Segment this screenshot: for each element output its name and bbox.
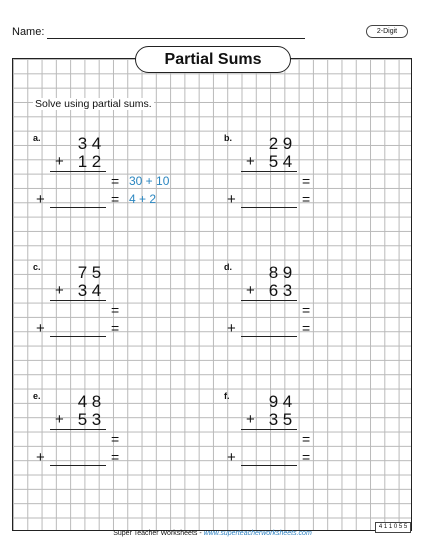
plus-sign: +	[227, 320, 236, 337]
worksheet-title: Partial Sums	[135, 46, 291, 73]
top-ones-digit: 4	[282, 392, 293, 411]
problem-label: e.	[33, 391, 41, 401]
level-badge: 2-Digit	[366, 25, 408, 38]
top-tens-digit: 2	[268, 134, 279, 153]
bottom-ones-digit: 5	[282, 410, 293, 429]
equals-sign: =	[302, 173, 311, 189]
top-ones-digit: 9	[282, 263, 293, 282]
sum-line	[50, 429, 106, 430]
plus-sign: +	[246, 282, 255, 299]
answer-line[interactable]	[50, 207, 106, 208]
partial-sum-hint-ones: 4 + 2	[129, 192, 157, 206]
partial-sum-hint-tens: 30 + 10	[129, 174, 170, 188]
sum-line	[50, 171, 106, 172]
bottom-ones-digit: 2	[91, 152, 102, 171]
answer-line[interactable]	[241, 336, 297, 337]
top-ones-digit: 9	[282, 134, 293, 153]
equals-sign: =	[111, 173, 120, 189]
plus-sign: +	[246, 411, 255, 428]
equals-sign: =	[302, 302, 311, 318]
top-tens-digit: 4	[77, 392, 88, 411]
bottom-ones-digit: 3	[282, 281, 293, 300]
equals-sign: =	[111, 302, 120, 318]
plus-sign: +	[36, 449, 45, 466]
name-label: Name:	[12, 26, 45, 38]
plus-sign: +	[55, 153, 64, 170]
instructions: Solve using partial sums.	[35, 98, 152, 110]
name-field[interactable]	[47, 38, 305, 39]
top-ones-digit: 8	[91, 392, 102, 411]
bottom-ones-digit: 4	[91, 281, 102, 300]
equals-sign: =	[111, 449, 120, 465]
equals-sign: =	[111, 320, 120, 336]
equals-sign: =	[111, 431, 120, 447]
equals-sign: =	[111, 191, 120, 207]
top-tens-digit: 3	[77, 134, 88, 153]
top-ones-digit: 5	[91, 263, 102, 282]
bottom-tens-digit: 3	[77, 281, 88, 300]
bottom-ones-digit: 4	[282, 152, 293, 171]
problem-f	[224, 391, 394, 486]
answer-line[interactable]	[50, 465, 106, 466]
answer-line[interactable]	[50, 336, 106, 337]
answer-line[interactable]	[241, 465, 297, 466]
plus-sign: +	[227, 191, 236, 208]
problem-b	[224, 133, 394, 228]
plus-sign: +	[227, 449, 236, 466]
bottom-tens-digit: 6	[268, 281, 279, 300]
problem-d	[224, 262, 394, 357]
footer	[0, 530, 425, 537]
problem-a	[33, 133, 203, 228]
answer-line[interactable]	[241, 207, 297, 208]
footer-url[interactable]: www.superteacherworksheets.com	[203, 530, 312, 537]
bottom-ones-digit: 3	[91, 410, 102, 429]
problem-label: d.	[224, 262, 232, 272]
problem-c	[33, 262, 203, 357]
equals-sign: =	[302, 191, 311, 207]
plus-sign: +	[55, 282, 64, 299]
problem-label: b.	[224, 133, 232, 143]
worksheet-code: 4 1 1 0 5 5	[375, 522, 411, 533]
bottom-tens-digit: 5	[77, 410, 88, 429]
sum-line	[241, 429, 297, 430]
plus-sign: +	[36, 320, 45, 337]
top-ones-digit: 4	[91, 134, 102, 153]
equals-sign: =	[302, 431, 311, 447]
problem-label: a.	[33, 133, 41, 143]
problem-e	[33, 391, 203, 486]
problem-label: f.	[224, 391, 230, 401]
plus-sign: +	[36, 191, 45, 208]
bottom-tens-digit: 5	[268, 152, 279, 171]
bottom-tens-digit: 1	[77, 152, 88, 171]
top-tens-digit: 7	[77, 263, 88, 282]
footer-brand: Super Teacher Worksheets -	[113, 530, 204, 537]
top-tens-digit: 8	[268, 263, 279, 282]
sum-line	[241, 171, 297, 172]
problem-label: c.	[33, 262, 41, 272]
plus-sign: +	[55, 411, 64, 428]
sum-line	[241, 300, 297, 301]
top-tens-digit: 9	[268, 392, 279, 411]
plus-sign: +	[246, 153, 255, 170]
equals-sign: =	[302, 449, 311, 465]
sum-line	[50, 300, 106, 301]
bottom-tens-digit: 3	[268, 410, 279, 429]
equals-sign: =	[302, 320, 311, 336]
